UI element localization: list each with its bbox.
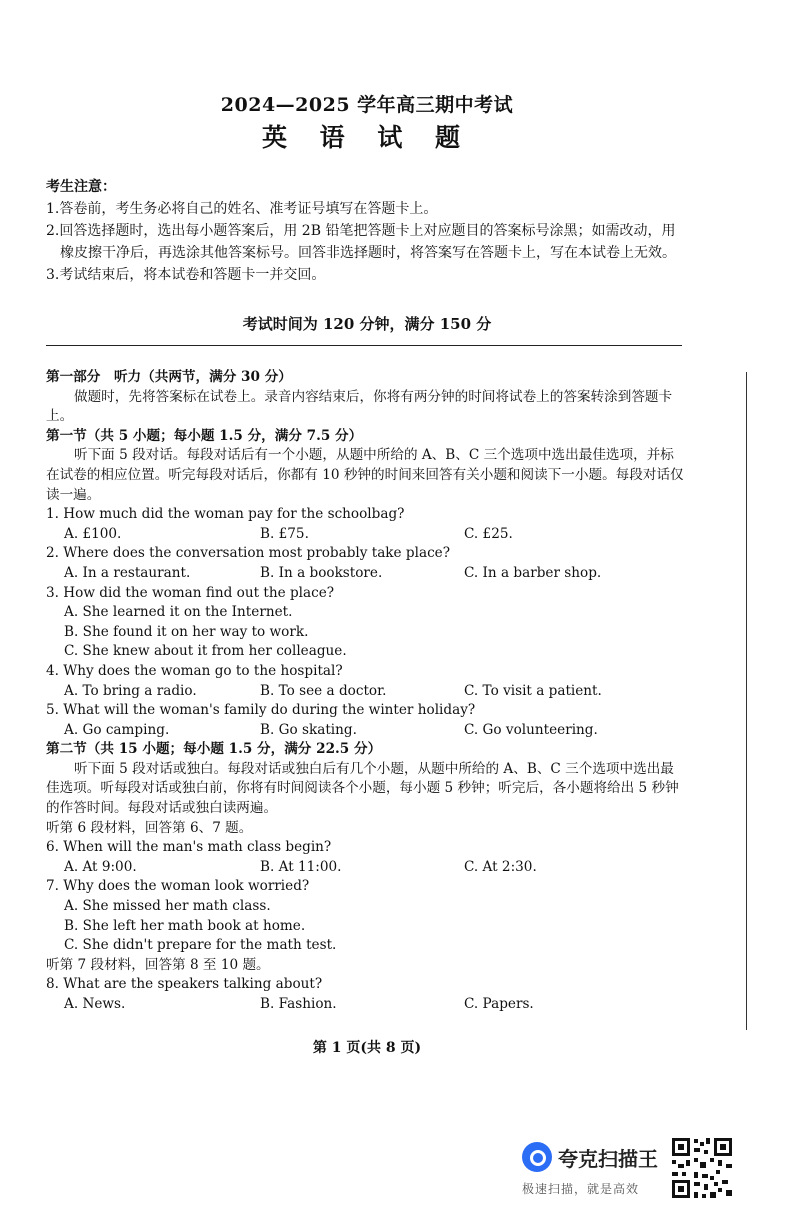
option-a: A. She learned it on the Internet. (64, 604, 293, 621)
options-row (46, 682, 686, 702)
option-c: C. Go volunteering. (464, 721, 598, 738)
option-c: C. She didn't prepare for the math test. (64, 937, 337, 954)
question-stem: 1. How much did the woman pay for the schoolbag? (46, 506, 405, 523)
section1-heading: 第一节（共 5 小题；每小题 1.5 分，满分 7.5 分） (46, 427, 363, 444)
option-c: C. At 2:30. (464, 858, 537, 875)
exam-title: 2024—2025 学年高三期中考试 (220, 94, 514, 116)
page-number: 第 1 页(共 8 页) (312, 1040, 422, 1056)
question-stem: 2. Where does the conversation most probably take place? (46, 545, 451, 562)
option-c: C. £25. (464, 525, 513, 542)
scanner-watermark (522, 1140, 672, 1200)
section2-heading: 第二节（共 15 小题；每小题 1.5 分，满分 22.5 分） (46, 741, 382, 758)
option-a: A. Go camping. (64, 721, 170, 738)
quark-logo-icon (522, 1142, 552, 1172)
part1-intro: 做题时，先将答案标在试卷上。录音内容结束后，你将有两分钟的时间将试卷上的答案转涂到答题卡上。 (46, 388, 673, 425)
option-a: A. She missed her math class. (64, 898, 271, 915)
option-c: C. She knew about it from her colleague. (64, 643, 347, 660)
options-row (46, 721, 686, 741)
option-a: A. News. (64, 996, 126, 1012)
exam-time-note: 考试时间为 120 分钟，满分 150 分 (242, 315, 492, 333)
option-b: B. She left her math book at home. (64, 917, 306, 934)
material-instruction: 听第 6 段材料，回答第 6、7 题。 (46, 819, 253, 836)
options-row (46, 995, 686, 1015)
brand-slogan: 极速扫描，就是高效 (522, 1182, 640, 1196)
option-c: C. Papers. (464, 996, 534, 1012)
question-stem: 4. Why does the woman go to the hospital? (46, 662, 343, 679)
option-a: A. £100. (64, 525, 122, 542)
notice-block (46, 176, 686, 286)
margin-line (746, 372, 747, 1030)
options-row (46, 564, 686, 584)
subject-title: 英 语 试 题 (261, 123, 473, 152)
qr-code-icon (670, 1136, 734, 1200)
option-a: A. To bring a radio. (64, 682, 197, 699)
section1-intro: 听下面 5 段对话。每段对话后有一个小题，从题中所给的 A、B、C 三个选项中选出最佳选项，并标在试卷的相应位置。听完每段对话后，你都有 10 秒钟的时间来回答有关小题和阅读下一小题。每段对话仅读一遍。 (46, 447, 684, 503)
option-a: A. At 9:00. (64, 858, 137, 875)
options-row (46, 525, 686, 545)
question-content (46, 368, 686, 1015)
options-row (46, 858, 686, 878)
material-instruction: 听第 7 段材料，回答第 8 至 10 题。 (46, 956, 270, 973)
question-stem: 7. Why does the woman look worried? (46, 878, 310, 895)
option-b: B. To see a doctor. (260, 682, 387, 699)
option-b: B. Fashion. (260, 996, 337, 1012)
question-stem: 8. What are the speakers talking about? (46, 976, 323, 993)
question-stem: 3. How did the woman find out the place? (46, 584, 335, 601)
question-stem: 6. When will the man's math class begin? (46, 839, 332, 856)
option-b: B. £75. (260, 525, 309, 542)
notice-item: 1.答卷前，考生务必将自己的姓名、准考证号填写在答题卡上。 (46, 201, 438, 217)
option-c: C. In a barber shop. (464, 564, 602, 581)
option-c: C. To visit a patient. (464, 682, 602, 699)
divider-line (46, 345, 682, 346)
question-stem: 5. What will the woman's family do during the winter holiday? (46, 702, 476, 719)
option-a: A. In a restaurant. (64, 564, 191, 581)
section2-intro: 听下面 5 段对话或独白。每段对话或独白后有几个小题，从题中所给的 A、B、C 三个选项中选出最佳选项。听每段对话或独白前，你将有时间阅读各个小题，每小题 5 秒钟；听完后，各小题将给出 5 秒钟的作答时间。每段对话或独白读两遍。 (46, 760, 679, 817)
option-b: B. Go skating. (260, 721, 357, 738)
part1-heading: 第一部分 听力（共两节，满分 30 分） (46, 369, 292, 385)
brand-name: 夸克扫描王 (558, 1147, 658, 1171)
notice-item: 3.考试结束后，将本试卷和答题卡一并交回。 (46, 267, 326, 283)
option-b: B. At 11:00. (260, 858, 342, 875)
notice-heading: 考生注意： (46, 179, 116, 195)
option-b: B. In a bookstore. (260, 564, 383, 581)
option-b: B. She found it on her way to work. (64, 623, 309, 640)
notice-item: 2.回答选择题时，选出每小题答案后，用 2B 铅笔把答题卡上对应题目的答案标号涂黑；如需改动，用橡皮擦干净后，再选涂其他答案标号。回答非选择题时，将答案写在答题卡上，写在本试卷上无效。 (46, 223, 676, 261)
